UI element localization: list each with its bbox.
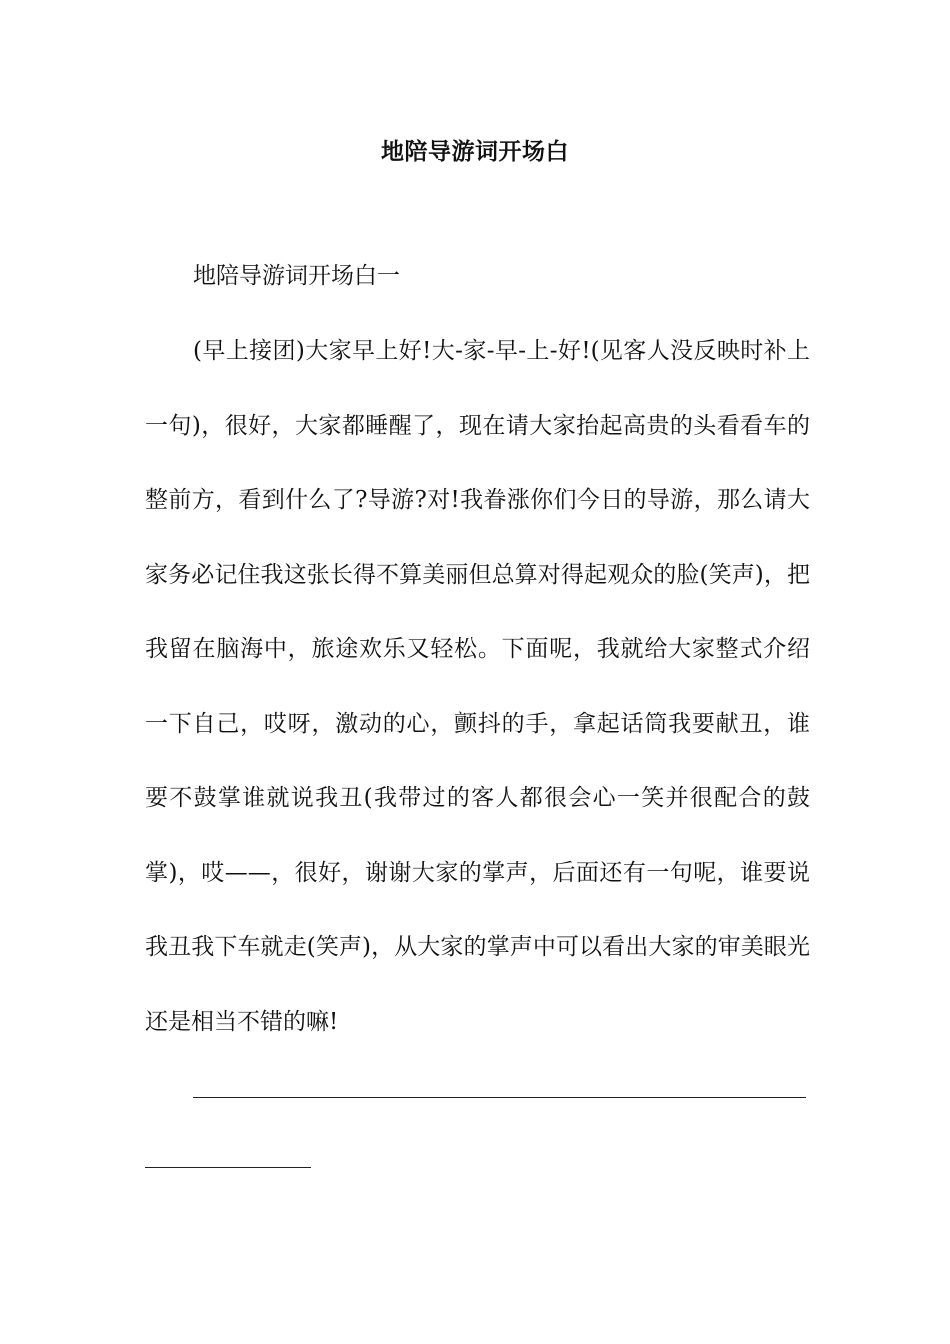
body-paragraph: (早上接团)大家早上好!大-家-早-上-好!(见客人没反映时补上一句)，很好，大家都睡醒了，现在请大家抬起高贵的头看看车的整前方，看到什么了?导游?对!我眷涨你们今日的导游，那么请大家务必记住我这张长得不算美丽但总算对得起观众的脸(笑声)，把我留在脑海中，旅途欢乐又轻松。下面呢，我就给大家整式介绍一下自己，哎呀，激动的心，颤抖的手，拿起话筒我要献丑，谁要不鼓掌谁就说我丑(我带过的客人都很会心一笑并很配合的鼓掌)，哎——，很好，谢谢大家的掌声，后面还有一句呢，谁要说我丑我下车就走(笑声)，从大家的掌声中可以看出大家的审美眼光还是相当不错的嘛! — [145, 338, 810, 1035]
separator-line — [145, 1061, 810, 1135]
section-heading: 地陪导游词开场白一 — [193, 263, 400, 289]
document-title: 地陪导游词开场白 — [381, 139, 569, 165]
separator-line-continuation — [145, 1131, 810, 1205]
